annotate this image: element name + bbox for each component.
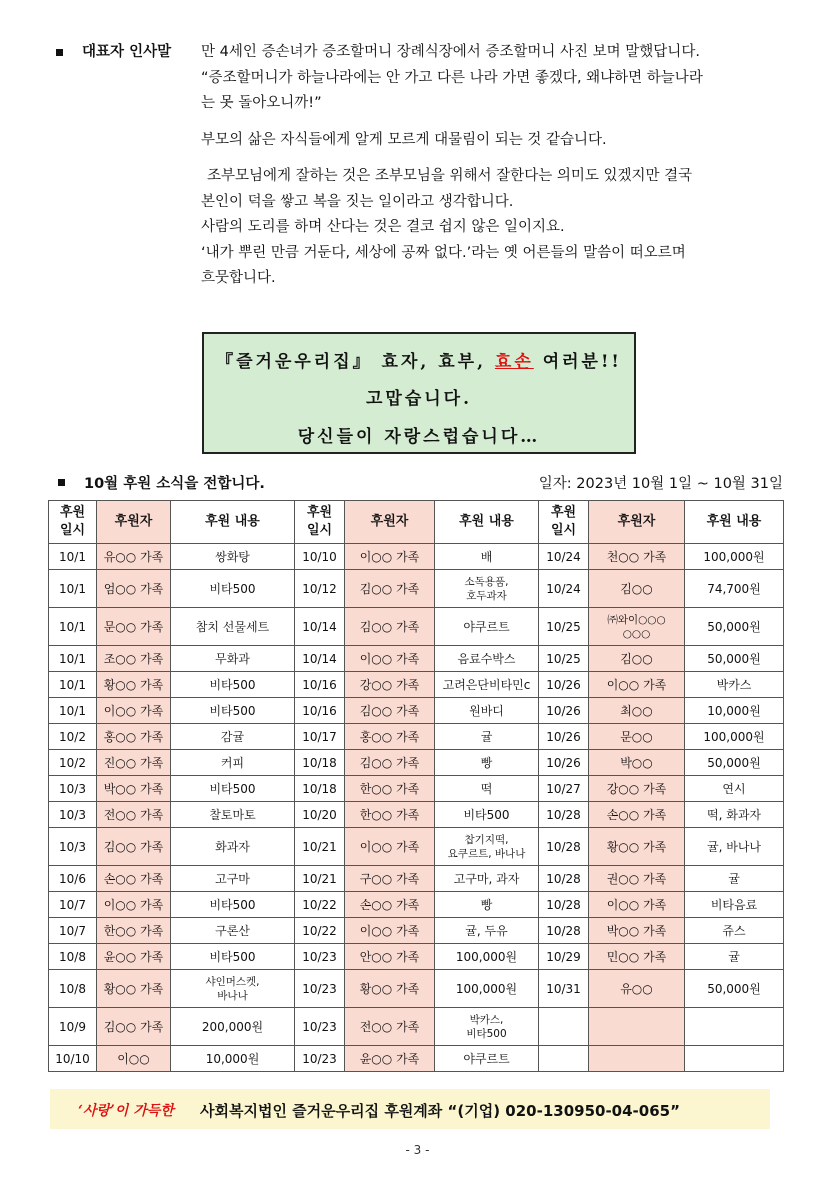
cell-content: 배 [435,544,539,570]
cell-date: 10/6 [49,866,97,892]
cell-content: 야쿠르트 [435,608,539,646]
cell-date [539,1046,589,1072]
header-sponsor: 후원자 [345,501,435,544]
table-row [49,866,784,892]
cell-sponsor: 홍○○ 가족 [345,724,435,750]
cell-date: 10/26 [539,672,589,698]
square-bullet-icon [58,479,65,486]
banner-line-1 [204,347,634,372]
cell-sponsor [589,1008,685,1046]
cell-date: 10/7 [49,918,97,944]
greeting-line: 조부모님에게 잘하는 것은 조부모님을 위해서 잘한다는 의미도 있겠지만 결국 [207,168,693,184]
footer-slogan: ‘사랑’이 가득한 [78,1103,174,1119]
cell-sponsor: 유○○ 가족 [97,544,171,570]
greeting-line: ‘내가 뿌린 만큼 거둔다, 세상에 공짜 없다.’라는 옛 어른들의 말씀이 떠오르며 [201,244,686,261]
cell-date: 10/28 [539,828,589,866]
cell-content: 참치 선물세트 [171,608,295,646]
cell-sponsor: 이○○ 가족 [345,918,435,944]
cell-sponsor: 김○○ 가족 [345,750,435,776]
cell-date: 10/14 [295,646,345,672]
cell-content: 빵 [435,892,539,918]
cell-content: 원바디 [435,698,539,724]
cell-sponsor: 김○○ [589,646,685,672]
cell-date: 10/10 [49,1046,97,1072]
greeting-line: 는 못 돌아오니까!” [201,95,322,111]
cell-content: 귤 [685,944,784,970]
greeting-body [201,40,786,292]
cell-date: 10/17 [295,724,345,750]
table-row [49,1008,784,1046]
cell-sponsor: 강○○ 가족 [589,776,685,802]
page-number: - 3 - [405,1143,430,1157]
cell-content: 연시 [685,776,784,802]
cell-content [685,1008,784,1046]
cell-content: 야쿠르트 [435,1046,539,1072]
cell-content: 10,000원 [685,698,784,724]
greeting-line: 흐뭇합니다. [201,270,276,286]
cell-content: 빵 [435,750,539,776]
cell-sponsor: 이○○ 가족 [589,672,685,698]
cell-content: 100,000원 [435,944,539,970]
header-content: 후원 내용 [171,501,295,544]
cell-sponsor: 홍○○ 가족 [97,724,171,750]
table-row [49,698,784,724]
cell-sponsor: 엄○○ 가족 [97,570,171,608]
cell-sponsor: 권○○ 가족 [589,866,685,892]
cell-content: 귤 [685,866,784,892]
cell-sponsor: 김○○ [589,570,685,608]
cell-date: 10/3 [49,828,97,866]
cell-content: 74,700원 [685,570,784,608]
cell-date: 10/18 [295,750,345,776]
cell-content: 쌍화탕 [171,544,295,570]
table-row [49,544,784,570]
greeting-line: 본인이 덕을 쌓고 복을 짓는 일이라고 생각합니다. [201,193,514,210]
banner-text: 『즐거운우리집』 효자, 효부, [216,352,495,372]
table-row [49,802,784,828]
cell-sponsor: 구○○ 가족 [345,866,435,892]
cell-sponsor: 이○○ 가족 [345,544,435,570]
cell-date: 10/26 [539,750,589,776]
cell-date: 10/3 [49,776,97,802]
table-row [49,892,784,918]
cell-content: 50,000원 [685,608,784,646]
cell-date: 10/3 [49,802,97,828]
cell-date: 10/1 [49,698,97,724]
cell-date: 10/25 [539,608,589,646]
table-row [49,1046,784,1072]
greeting-line: “증조할머니가 하늘나라에는 안 가고 다른 나라 가면 좋겠다, 왜냐하면 하늘나라 [201,69,703,86]
cell-sponsor: 손○○ 가족 [97,866,171,892]
cell-content: 고구마, 과자 [435,866,539,892]
cell-date: 10/28 [539,892,589,918]
cell-sponsor: 이○○ 가족 [589,892,685,918]
table-row [49,672,784,698]
cell-date: 10/21 [295,866,345,892]
cell-date: 10/14 [295,608,345,646]
cell-content: 비타500 [171,672,295,698]
cell-sponsor: 문○○ 가족 [97,608,171,646]
cell-date: 10/9 [49,1008,97,1046]
square-bullet-icon [56,49,63,56]
cell-sponsor [589,1046,685,1072]
cell-date: 10/1 [49,646,97,672]
cell-sponsor: 이○○ 가족 [345,828,435,866]
cell-date: 10/28 [539,918,589,944]
cell-content: 고려은단비타민c [435,672,539,698]
cell-content: 샤인머스켓, 바나나 [171,970,295,1008]
table-row [49,918,784,944]
cell-content: 50,000원 [685,970,784,1008]
cell-content: 귤, 두유 [435,918,539,944]
header-sponsor: 후원자 [589,501,685,544]
cell-sponsor: 민○○ 가족 [589,944,685,970]
cell-sponsor: 전○○ 가족 [97,802,171,828]
cell-content: 200,000원 [171,1008,295,1046]
cell-sponsor: 박○○ [589,750,685,776]
cell-date: 10/18 [295,776,345,802]
cell-sponsor: 한○○ 가족 [97,918,171,944]
cell-sponsor: 김○○ 가족 [345,570,435,608]
cell-sponsor: 천○○ 가족 [589,544,685,570]
cell-content: 박카스, 비타500 [435,1008,539,1046]
cell-date: 10/26 [539,724,589,750]
cell-date: 10/16 [295,698,345,724]
cell-sponsor: 이○○ [97,1046,171,1072]
cell-date: 10/23 [295,970,345,1008]
cell-content: 비타500 [171,944,295,970]
cell-date: 10/8 [49,944,97,970]
banner-highlight: 효손 [494,352,534,372]
cell-date [539,1008,589,1046]
cell-content: 100,000원 [685,724,784,750]
sponsor-table [48,500,784,1072]
header-sponsor: 후원자 [97,501,171,544]
cell-date: 10/27 [539,776,589,802]
cell-date: 10/24 [539,544,589,570]
table-row [49,828,784,866]
cell-date: 10/22 [295,892,345,918]
cell-content: 무화과 [171,646,295,672]
cell-sponsor: 손○○ 가족 [345,892,435,918]
cell-content [685,1046,784,1072]
cell-date: 10/20 [295,802,345,828]
cell-content: 화과자 [171,828,295,866]
cell-content: 찰토마토 [171,802,295,828]
cell-sponsor: 김○○ 가족 [97,1008,171,1046]
cell-date: 10/28 [539,802,589,828]
cell-date: 10/8 [49,970,97,1008]
cell-date: 10/22 [295,918,345,944]
table-row [49,944,784,970]
cell-content: 비타500 [171,892,295,918]
cell-content: 50,000원 [685,750,784,776]
table-row [49,750,784,776]
cell-content: 구론산 [171,918,295,944]
cell-content: 10,000원 [171,1046,295,1072]
cell-date: 10/25 [539,646,589,672]
cell-content: 비타음료 [685,892,784,918]
cell-sponsor: 황○○ 가족 [345,970,435,1008]
cell-date: 10/24 [539,570,589,608]
cell-sponsor: 전○○ 가족 [345,1008,435,1046]
greeting-label: 대표자 인사말 [82,44,172,60]
cell-sponsor: 최○○ [589,698,685,724]
cell-sponsor: 황○○ 가족 [97,970,171,1008]
cell-date: 10/12 [295,570,345,608]
cell-content: 고구마 [171,866,295,892]
cell-sponsor: 안○○ 가족 [345,944,435,970]
cell-content: 떡, 화과자 [685,802,784,828]
cell-sponsor: 조○○ 가족 [97,646,171,672]
cell-content: 비타500 [435,802,539,828]
table-row [49,970,784,1008]
cell-content: 비타500 [171,698,295,724]
cell-sponsor: ㈜와이○○○ ○○○ [589,608,685,646]
cell-content: 음료수박스 [435,646,539,672]
cell-date: 10/31 [539,970,589,1008]
cell-sponsor: 윤○○ 가족 [97,944,171,970]
header-content: 후원 내용 [435,501,539,544]
banner-text: 여러분!! [533,352,622,372]
cell-sponsor: 황○○ 가족 [589,828,685,866]
cell-content: 소독용품, 호두과자 [435,570,539,608]
cell-content: 찹기지떡, 요쿠르트, 바나나 [435,828,539,866]
cell-sponsor: 김○○ 가족 [97,828,171,866]
cell-sponsor: 한○○ 가족 [345,802,435,828]
header-content: 후원 내용 [685,501,784,544]
table-row [49,776,784,802]
cell-sponsor: 강○○ 가족 [345,672,435,698]
cell-date: 10/1 [49,608,97,646]
cell-content: 50,000원 [685,646,784,672]
cell-sponsor: 유○○ [589,970,685,1008]
cell-content: 비타500 [171,776,295,802]
thanks-banner [202,332,636,454]
cell-content: 커피 [171,750,295,776]
cell-date: 10/23 [295,1046,345,1072]
cell-content: 귤 [435,724,539,750]
cell-date: 10/1 [49,672,97,698]
greeting-line: 만 4세인 증손녀가 증조할머니 장례식장에서 증조할머니 사진 보며 말했답니다. [201,44,700,60]
cell-date: 10/28 [539,866,589,892]
table-row [49,724,784,750]
donation-account-footer [50,1089,770,1129]
cell-date: 10/7 [49,892,97,918]
cell-sponsor: 이○○ 가족 [345,646,435,672]
header-date: 후원 일시 [295,501,345,544]
cell-date: 10/23 [295,944,345,970]
cell-sponsor: 손○○ 가족 [589,802,685,828]
cell-content: 쥬스 [685,918,784,944]
cell-date: 10/26 [539,698,589,724]
cell-sponsor: 박○○ 가족 [97,776,171,802]
banner-line-3: 당신들이 자랑스럽습니다… [297,427,541,447]
cell-content: 박카스 [685,672,784,698]
table-row [49,646,784,672]
cell-date: 10/21 [295,828,345,866]
table-header-row [49,501,784,544]
greeting-line: 부모의 삶은 자식들에게 알게 모르게 대물림이 되는 것 같습니다. [201,131,607,148]
cell-sponsor: 김○○ 가족 [345,608,435,646]
cell-sponsor: 황○○ 가족 [97,672,171,698]
cell-sponsor: 한○○ 가족 [345,776,435,802]
cell-date: 10/2 [49,724,97,750]
cell-date: 10/1 [49,544,97,570]
cell-sponsor: 박○○ 가족 [589,918,685,944]
cell-date: 10/2 [49,750,97,776]
header-date: 후원 일시 [49,501,97,544]
cell-content: 떡 [435,776,539,802]
section-title: 10월 후원 소식을 전합니다. [84,476,265,492]
cell-sponsor: 김○○ 가족 [345,698,435,724]
cell-sponsor: 이○○ 가족 [97,892,171,918]
cell-content: 귤, 바나나 [685,828,784,866]
cell-date: 10/10 [295,544,345,570]
footer-account: 사회복지법인 즐거운우리집 후원계좌 “(기업) 020-130950-04-065” [200,1102,680,1120]
greeting-line: 사람의 도리를 하며 산다는 것은 결코 쉽지 않은 일이지요. [201,219,565,235]
cell-content: 감귤 [171,724,295,750]
cell-content: 비타500 [171,570,295,608]
cell-sponsor: 윤○○ 가족 [345,1046,435,1072]
banner-line-2: 고맙습니다. [365,389,473,409]
cell-date: 10/1 [49,570,97,608]
table-row [49,570,784,608]
section-date: 일자: 2023년 10월 1일 ~ 10월 31일 [538,476,783,492]
cell-sponsor: 진○○ 가족 [97,750,171,776]
table-row [49,608,784,646]
cell-sponsor: 이○○ 가족 [97,698,171,724]
cell-sponsor: 문○○ [589,724,685,750]
cell-date: 10/23 [295,1008,345,1046]
cell-content: 100,000원 [435,970,539,1008]
cell-date: 10/29 [539,944,589,970]
cell-date: 10/16 [295,672,345,698]
header-date: 후원 일시 [539,501,589,544]
cell-content: 100,000원 [685,544,784,570]
